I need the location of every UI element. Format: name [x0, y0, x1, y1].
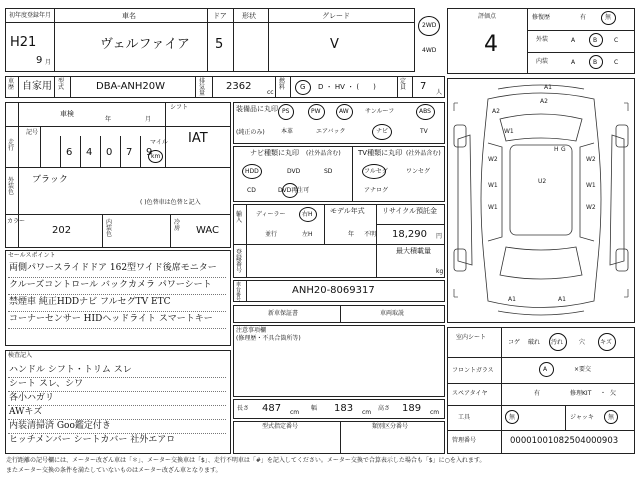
tv-type-sub: (社外品含む) — [406, 150, 441, 157]
first-reg-month: 9 — [36, 55, 43, 66]
exterior-grade-b: B — [593, 37, 598, 44]
handle-right: 右H — [302, 211, 313, 218]
tools-value: 無 — [509, 414, 516, 421]
rating-value: 4 — [484, 32, 498, 57]
mgmt-value: 00001001082504000903 — [510, 436, 619, 446]
diagram-mark: W2 — [586, 204, 596, 211]
sales-point-line: コーナーセンサー HIDヘッドライト スマートキー — [9, 314, 213, 324]
model-year-year: 年 — [348, 231, 355, 238]
seat-scratch: キズ — [600, 339, 612, 346]
seat-stain: 汚れ — [551, 339, 564, 346]
mile-unit: マイル — [150, 139, 168, 146]
seat-tear: 破れ — [528, 339, 541, 346]
spare-kit: 修理KIT — [570, 390, 592, 397]
width-unit: cm — [362, 409, 372, 416]
repair-yes: 有 — [580, 14, 587, 21]
glass-label: フロントガラス — [452, 367, 494, 374]
diagram-mark: A1 — [544, 84, 552, 91]
max-load-unit: kg — [436, 268, 444, 275]
door-label: ドア — [213, 12, 227, 20]
door-count: 5 — [215, 37, 224, 52]
model-year-label: モデル年式 — [330, 207, 365, 215]
interior-grade-label: 内装 — [536, 58, 549, 65]
model-year-unknown: 不明 — [364, 231, 377, 238]
equip-ps: PS — [282, 108, 290, 115]
inspector-note-line: 内装清掃済 Goo鑑定付き — [9, 421, 111, 431]
diagram-mark: A2 — [540, 98, 548, 105]
repair-no: 無 — [605, 14, 612, 21]
footer-line-1: 走行距離の記号欄には、メーター改ざん車は「＊」、メーター交換車は「$」、走行不明車は「#」を記入してください。メーター交換で合算表示した場合も「$」に○を入れます。 — [6, 457, 486, 464]
type-cert-label: 型式指定番号 — [262, 423, 299, 430]
diagram-mark: W1 — [488, 204, 498, 211]
height-label: 高さ — [378, 405, 391, 412]
inspector-notes-label: 検査記入 — [8, 352, 33, 359]
equip-navi: ナビ — [376, 128, 389, 135]
height-unit: cm — [430, 409, 440, 416]
first-reg-year: H21 — [10, 35, 37, 50]
diagram-mark: W2 — [488, 156, 498, 163]
interior-color-label: 内装色 — [106, 219, 113, 238]
seat-label: 室内シート — [456, 334, 487, 341]
navi-sd: SD — [324, 168, 333, 175]
navi-hdd: HDD — [245, 168, 259, 175]
shaken-month: 月 — [145, 116, 152, 123]
recycle-value: 18,290 — [392, 229, 427, 240]
mgmt-label: 管理番号 — [452, 437, 477, 444]
type-label: 型式 — [58, 78, 65, 91]
caution-label: 注意事項欄 — [236, 327, 267, 334]
tv-fullseg: フルセグ — [364, 168, 388, 175]
sales-point-line: 禁煙車 純正HDDナビ フルセグTV ETC — [9, 297, 171, 307]
glass-replace: ×要交 — [574, 366, 592, 373]
equip-pw: PW — [311, 108, 321, 115]
inspector-note-line: シート スレ、シワ — [9, 379, 84, 389]
height-value: 189 — [402, 403, 422, 414]
color-code-label: カラー — [7, 218, 26, 225]
navi-type-sub: (社外品含む) — [306, 150, 341, 157]
jack-value: 無 — [608, 414, 615, 421]
spare-missing: 欠 — [610, 390, 617, 397]
cc-unit: cc — [267, 89, 274, 96]
tv-analog: アナログ — [364, 187, 389, 194]
diagram-mark: U2 — [538, 178, 547, 185]
mileage-digit-1: 6 — [66, 147, 73, 158]
use-value: 自家用 — [22, 81, 52, 92]
ac-label: 冷房 — [174, 219, 181, 232]
equip-leather: 本革 — [281, 128, 294, 135]
drive-2wd: 2WD — [422, 22, 437, 29]
grade-label: グレード — [322, 12, 350, 20]
equip-tv: TV — [420, 128, 428, 135]
first-reg-label: 初年度登録年月 — [9, 12, 52, 19]
mileage-digit-2: 4 — [86, 147, 93, 158]
diagram-mark: A1 — [558, 296, 566, 303]
registration-row — [5, 76, 445, 98]
inspector-note-line: ハンドル シフト・トリム スレ — [9, 365, 132, 375]
type-value: DBA-ANH20W — [96, 81, 166, 92]
tv-type-label: TV種類に丸印 — [358, 149, 403, 157]
glass-ok: A — [543, 366, 548, 373]
exterior-grade-c: C — [614, 37, 619, 44]
spare-yes: 有 — [534, 390, 541, 397]
exterior-color-value: ブラック — [32, 175, 68, 185]
width-label: 幅 — [311, 405, 318, 412]
diagram-mark: A1 — [508, 296, 516, 303]
sales-point-line: 両側パワースライドドア 162型ワイド後席モニター — [9, 263, 217, 273]
exterior-grade-a: A — [571, 37, 576, 44]
model-name: ヴェルファイア — [100, 37, 190, 52]
sales-points-label: セールスポイント — [8, 252, 56, 259]
seat-hole: 穴 — [579, 339, 586, 346]
capacity-unit: 人 — [436, 89, 443, 96]
grade-value: V — [330, 37, 339, 52]
import-dealer: ディーラー — [256, 211, 286, 218]
displacement-label: 排気量 — [199, 78, 206, 97]
mileage-sub: 記号 — [26, 129, 39, 136]
ac-value: WAC — [196, 225, 219, 236]
max-load-label: 最大積載量 — [396, 247, 431, 255]
shift-value: IAT — [188, 131, 208, 146]
import-label: 輸入 — [236, 211, 243, 224]
km-unit: km — [151, 153, 161, 160]
diagram-mark: W1 — [504, 128, 514, 135]
capacity-label: 定員 — [400, 78, 407, 91]
fuel-options: D ・ HV ・ ( ) — [318, 83, 376, 91]
tv-oneseg: ワンセグ — [406, 168, 431, 175]
diagram-mark: H — [554, 146, 559, 153]
capacity: 7 — [420, 81, 427, 92]
color-code: 202 — [52, 225, 72, 236]
color-note: ( )色替車は色替と記入 — [140, 199, 201, 206]
navi-type-label: ナビ種類に丸印 — [250, 149, 299, 157]
navi-dvd-playback: DVD再生可 — [278, 187, 310, 194]
mileage-digit-5: 9 — [146, 147, 153, 158]
equip-airbag: エアバック — [316, 128, 346, 135]
equip-sunroof: サンルーフ — [365, 108, 395, 115]
new-warranty: 新車保証書 — [268, 310, 299, 317]
width-value: 183 — [334, 403, 354, 414]
handle-left: 左H — [302, 231, 313, 238]
fuel-selected: G — [300, 83, 306, 91]
exterior-color-label: 外装色 — [8, 177, 15, 196]
repair-label: 修復歴 — [532, 14, 551, 21]
frame-label: 車台番号 — [236, 282, 242, 303]
mileage-digit-4: 7 — [126, 147, 133, 158]
navi-cd: CD — [247, 187, 256, 194]
diagram-mark: W2 — [586, 156, 596, 163]
header-box — [5, 8, 415, 72]
recycle-unit: 円 — [436, 233, 443, 240]
frame-value: ANH20-8069317 — [292, 285, 375, 296]
shift-label: シフト — [170, 104, 189, 111]
warranty-box — [233, 305, 445, 323]
footer-line-2: またメーター交換の条件を満たしていないものはメーター改ざん車となります。 — [6, 467, 222, 474]
diagram-mark: W1 — [488, 182, 498, 189]
recycle-label: リサイクル預託金 — [382, 207, 438, 215]
interior-grade-a: A — [571, 59, 576, 66]
length-label: 長さ — [237, 405, 250, 412]
drive-4wd: 4WD — [422, 47, 437, 54]
model-name-label: 車名 — [122, 12, 136, 20]
inspector-note-line: 各小ハガリ — [9, 393, 55, 403]
diagram-mark: W1 — [586, 182, 596, 189]
shape-label: 形状 — [242, 12, 256, 20]
use-label: 車歴 — [8, 78, 15, 91]
tools-label: 工具 — [458, 414, 471, 421]
displacement: 2362 — [226, 81, 252, 92]
equipment-label: 装備品に丸印 — [236, 105, 278, 113]
sales-point-line: クルーズコントロール バックカメラ パワーシート — [9, 280, 212, 290]
mileage-digit-3: 0 — [106, 147, 113, 158]
class-label: 類別区分番号 — [372, 423, 409, 430]
jack-label: ジャッキ — [570, 414, 594, 421]
equip-aw: AW — [339, 108, 349, 115]
rating-label: 評価点 — [478, 13, 497, 20]
reg-no-label: 登録番号 — [236, 249, 243, 274]
spare-dot: ・ — [600, 390, 607, 397]
seat-burn: コゲ — [508, 339, 521, 346]
car-diagram — [448, 79, 634, 322]
month-unit: 月 — [45, 59, 52, 66]
caution-sub: (修理歴・不具合箇所等) — [236, 335, 301, 342]
fuel-label: 燃料 — [279, 78, 286, 91]
interior-grade-c: C — [614, 59, 619, 66]
diagram-mark: A2 — [492, 108, 500, 115]
shaken-label: 車検 — [60, 110, 74, 118]
length-value: 487 — [262, 403, 282, 414]
spare-label: スペアタイヤ — [452, 390, 488, 397]
import-parallel: 並行 — [265, 231, 278, 238]
equip-abs: ABS — [419, 108, 431, 115]
vehicle-manual: 車両取説 — [380, 310, 405, 317]
equipment-sub: (純正のみ) — [236, 129, 265, 136]
navi-dvd: DVD — [287, 168, 301, 175]
exterior-grade-label: 外装 — [536, 36, 549, 43]
inspector-note-line: ヒッチメンバー シートカバー 社外エアロ — [9, 435, 176, 445]
mileage-label: 走行 — [8, 139, 15, 152]
length-unit: cm — [290, 409, 300, 416]
diagram-mark: G — [561, 146, 566, 153]
inspector-note-line: AWキズ — [9, 407, 43, 417]
interior-grade-b: B — [593, 59, 598, 66]
shaken-year: 年 — [105, 116, 112, 123]
